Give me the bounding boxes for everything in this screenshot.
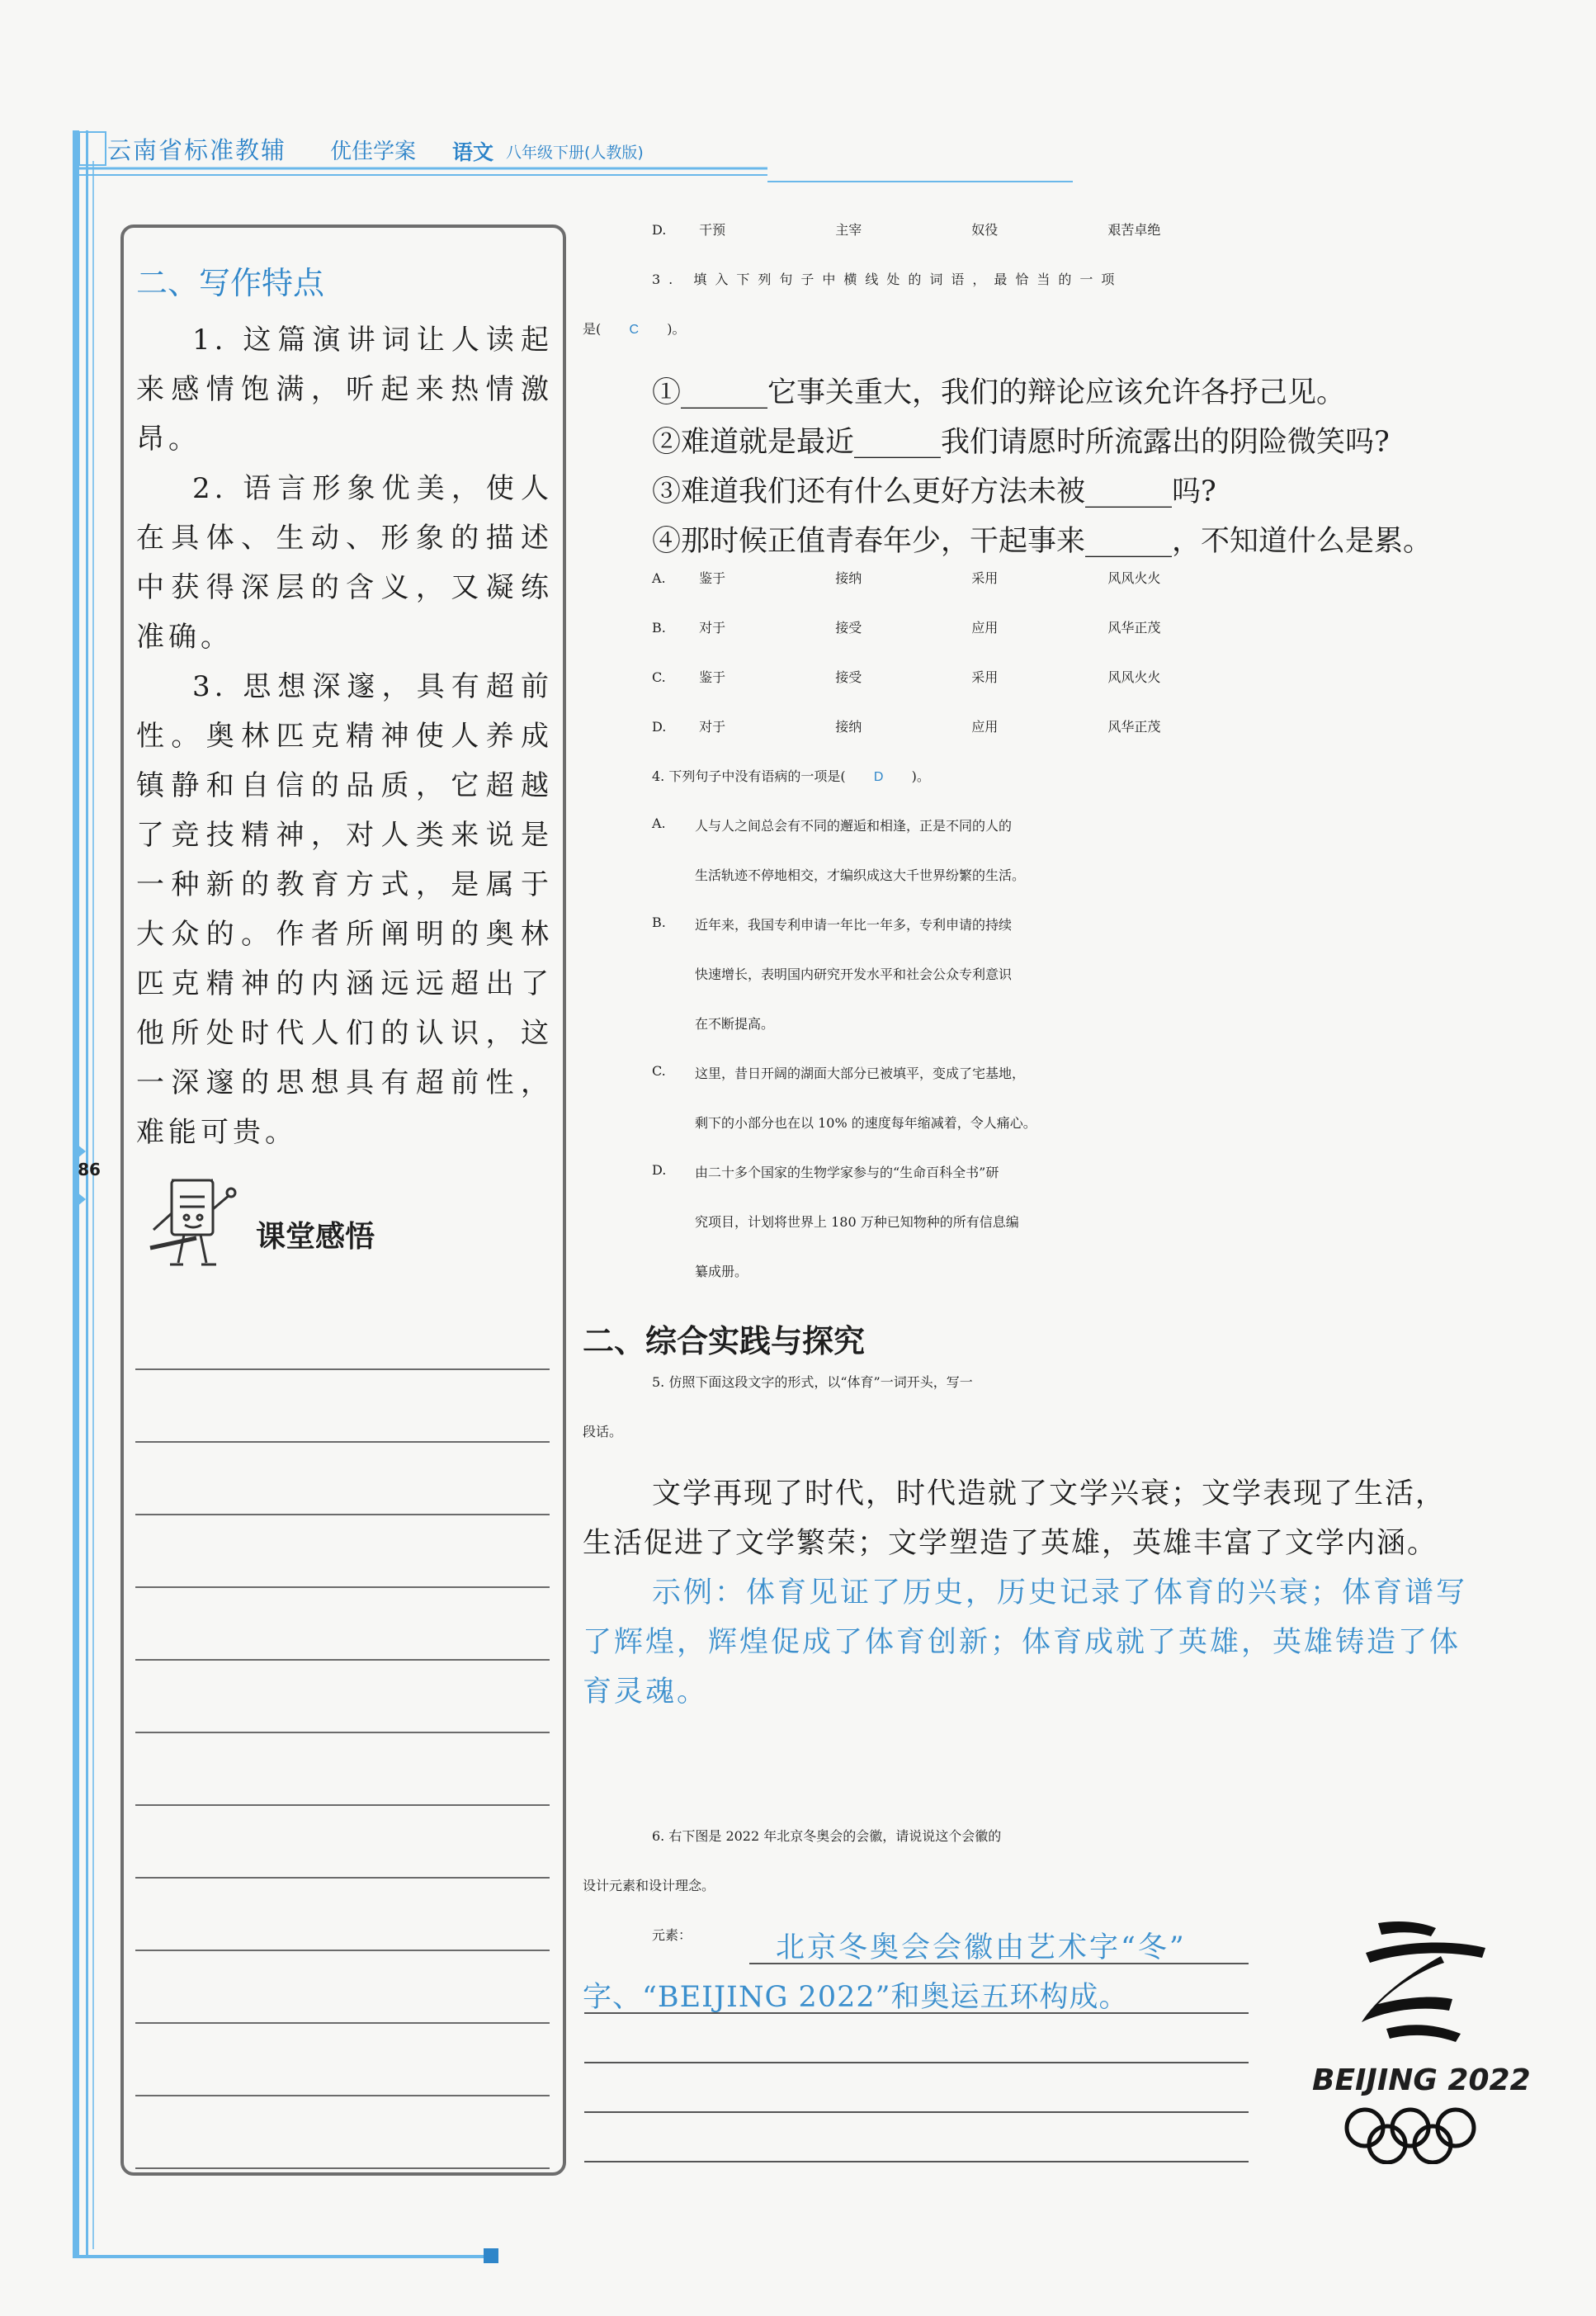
option-word: 干预 (699, 222, 726, 238)
beijing-2022-emblem-icon (1320, 1913, 1518, 2062)
writing-line (135, 1514, 550, 1515)
answer-line (749, 1963, 1249, 1964)
q2-option-d (652, 220, 1160, 239)
q5-answer: 示例：体育见证了历史，历史记录了体育的兴衰；体育谱写 (652, 1576, 1468, 1609)
option-word: 风风火火 (1107, 570, 1161, 586)
q3-answer: C (629, 323, 640, 337)
sidebar-paragraphs (136, 315, 553, 1157)
writing-line (135, 1950, 550, 1951)
q6-stem: 6. 右下图是 2022 年北京冬奥会的会徽，请说说这个会徽的 (652, 1828, 1002, 1844)
q6-label: 元素： (652, 1927, 692, 1943)
option-label: C. (652, 669, 666, 685)
mascot-notebook-icon (147, 1172, 246, 1296)
q3-sentence: ②难道就是最近______我们请愿时所流露出的阴险微笑吗? (652, 426, 1390, 459)
option-word: 风华正茂 (1107, 719, 1161, 735)
option-word: 采用 (971, 570, 999, 586)
writing-line (135, 1732, 550, 1733)
option-word: 应用 (971, 620, 999, 636)
option-word: 应用 (971, 719, 999, 735)
q3-stem-line2 (583, 319, 686, 338)
option-label: B. (652, 620, 666, 636)
q5-stem: 5. 仿照下面这段文字的形式，以“体育”一词开头，写一 (652, 1374, 973, 1390)
writing-line (135, 1804, 550, 1806)
option-word: 对于 (699, 719, 726, 735)
q3-option-a (652, 568, 1160, 587)
option-word: 接纳 (835, 570, 862, 586)
q4-option-text: 由二十多个国家的生物学家参与的“生命百科全书”研 (695, 1165, 999, 1180)
q4-option-text: 人与人之间总会有不同的邂逅和相逢，正是不同的人的 (695, 818, 1013, 834)
q5-answer: 育灵魂。 (583, 1676, 709, 1709)
q4-option-text: 究项目，计划将世界上 180 万种已知物种的所有信息编 (695, 1214, 1019, 1230)
writing-line (135, 1441, 550, 1443)
q4-option-b-label: B. (652, 915, 666, 930)
sidebar-paragraph: 3. 思想深邃，具有超前性。奥林匹克精神使人养成镇静和自信的品质，它超越了竞技精神，对人类来说是一种新的教育方式，是属于大众的。作者所阐明的奥林匹克精神的内涵远远超出了他所处时代人们的认识，这一深邃的思想具有超前性，难能可贵。 (136, 670, 553, 1149)
q3-stem: 3. 填入下列句子中横线处的词语，最恰当的一项 (652, 272, 1123, 287)
writing-line (135, 2022, 550, 2024)
q4-option-text: 生活轨迹不停地相交，才编织成这大千世界纷繁的生活。 (695, 867, 1026, 883)
option-word: 风华正茂 (1107, 620, 1161, 636)
sidebar-paragraph: 2. 语言形象优美，使人在具体、生动、形象的描述中获得深层的含义，又凝练准确。 (136, 472, 553, 654)
q3-sentence: ④那时候正值青春年少，干起事来______，不知道什么是累。 (652, 525, 1433, 558)
option-word: 鉴于 (699, 570, 726, 586)
writing-line (135, 1368, 550, 1370)
writing-line (135, 2095, 550, 2096)
q4-option-a-label: A. (652, 815, 666, 831)
q3-stem-start: 是( (583, 321, 602, 337)
q4-option-text: 近年来，我国专利申请一年比一年多，专利申请的持续 (695, 917, 1013, 933)
q4-option-text: 在不断提高。 (695, 1016, 775, 1032)
writing-line (135, 1586, 550, 1588)
q4-answer: D (873, 770, 884, 784)
q4-option-text: 纂成册。 (695, 1264, 748, 1279)
writing-line (135, 1877, 550, 1879)
sidebar-paragraph: 1. 这篇演讲词让人读起来感情饱满，听起来热情激昂。 (136, 324, 553, 456)
q6-answer: 北京冬奥会会徽由艺术字“冬” (776, 1931, 1187, 1964)
q5-stem: 段话。 (583, 1424, 623, 1439)
option-word: 接纳 (835, 719, 862, 735)
sidebar-heading: 二、写作特点 (136, 265, 325, 301)
option-label: A. (652, 570, 666, 586)
q5-answer: 了辉煌，辉煌促成了体育创新；体育成就了英雄，英雄铸造了体 (583, 1626, 1461, 1659)
option-word: 奴役 (971, 222, 999, 238)
sidebar-reflection-title: 课堂感悟 (256, 1220, 375, 1254)
header-brand: 云南省标准教辅 (107, 136, 287, 164)
q3-stem-end: )。 (667, 321, 686, 337)
q5-quote: 文学再现了时代，时代造就了文学兴衰；文学表现了生活， (652, 1477, 1447, 1510)
option-word: 鉴于 (699, 669, 726, 685)
option-word: 主宰 (835, 222, 862, 238)
q5-quote: 生活促进了文学繁荣；文学塑造了英雄，英雄丰富了文学内涵。 (583, 1527, 1438, 1560)
q3-sentence: ③难道我们还有什么更好方法未被______吗? (652, 475, 1216, 508)
header-subject: 语文 (452, 140, 494, 164)
q4-option-c-label: C. (652, 1063, 666, 1079)
q4-option-text: 快速增长，表明国内研究开发水平和社会公众专利意识 (695, 967, 1013, 982)
q6-stem: 设计元素和设计理念。 (583, 1878, 715, 1893)
option-label: D. (652, 222, 667, 238)
q6-answer: 字、“BEIJING 2022”和奥运五环构成。 (583, 1981, 1129, 2014)
q4-option-d-label: D. (652, 1162, 667, 1178)
header-series: 优佳学案 (330, 139, 417, 164)
answer-line (584, 2012, 1249, 2014)
answer-line (584, 2062, 1249, 2063)
q3-sentence: ①______它事关重大，我们的辩论应该允许各抒己见。 (652, 376, 1346, 409)
q4-option-text: 这里，昔日开阔的湖面大部分已被填平，变成了宅基地， (695, 1066, 1026, 1081)
option-word: 对于 (699, 620, 726, 636)
q4-stem-start: 4. 下列句子中没有语病的一项是( (652, 768, 846, 784)
option-word: 接受 (835, 669, 862, 685)
answer-line (584, 2111, 1249, 2113)
q3-option-b (652, 617, 1160, 636)
header-grade: 八年级下册(人教版) (506, 144, 644, 162)
writing-line (135, 1659, 550, 1661)
option-word: 接受 (835, 620, 862, 636)
q3-option-c (652, 667, 1160, 686)
option-word: 艰苦卓绝 (1107, 222, 1161, 238)
page-number: 86 (78, 1160, 101, 1179)
option-word: 采用 (971, 669, 999, 685)
option-label: D. (652, 719, 667, 735)
q4-option-text: 剩下的小部分也在以 10% 的速度每年缩减着，令人痛心。 (695, 1115, 1036, 1131)
q4-stem (652, 766, 930, 785)
q4-stem-end: )。 (911, 768, 930, 784)
olympic-rings-icon (1340, 2106, 1480, 2164)
q3-option-d (652, 716, 1160, 735)
option-word: 风风火火 (1107, 669, 1161, 685)
section-heading: 二、综合实践与探究 (583, 1323, 866, 1359)
writing-line (135, 2167, 550, 2169)
answer-line (584, 2161, 1249, 2162)
emblem-text: BEIJING 2022 (1312, 2063, 1531, 2097)
